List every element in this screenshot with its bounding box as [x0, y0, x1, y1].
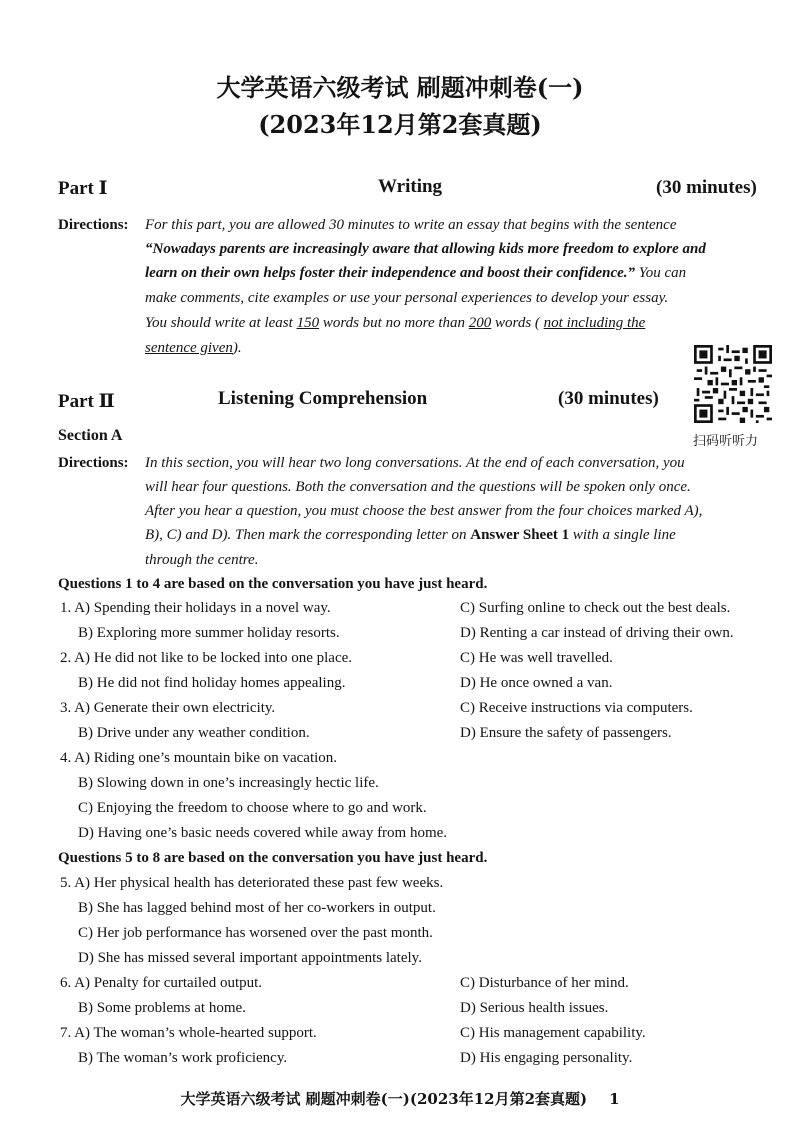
part2-directions-line5: through the centre.: [145, 552, 259, 568]
page-subtitle: (2023年12月第2套真题): [258, 110, 542, 139]
q1-option-c: C) Surfing online to check out the best deals.: [460, 600, 731, 616]
q4-option-c: C) Enjoying the freedom to choose where to go and work.: [78, 800, 427, 816]
part2-time: (30 minutes): [558, 388, 659, 409]
q6-option-b: B) Some problems at home.: [78, 1000, 246, 1016]
q2-option-a: 2. A) He did not like to be locked into one place.: [60, 650, 353, 666]
qr-caption: 扫码听听力: [693, 434, 759, 449]
page-title: 大学英语六级考试 刷题冲刺卷(一): [216, 73, 584, 102]
part2-directions-line4: [145, 527, 676, 544]
part1-directions-line3: [145, 265, 686, 282]
part1-directions-prompt2: learn on their own helps foster their independence and boost their confidence.”: [145, 265, 636, 281]
q4-option-a: 4. A) Riding one’s mountain bike on vacation.: [60, 750, 338, 766]
word-max: 200: [468, 315, 492, 331]
part2-d4-c: with a single line: [569, 527, 676, 543]
question-group-1-heading: Questions 1 to 4 are based on the conversation you have just heard.: [58, 576, 488, 592]
part2-d4-a: B), C) and D). Then mark the corresponding letter on: [145, 527, 471, 543]
part1-directions-line6: [145, 340, 242, 357]
part2-directions-label: Directions:: [58, 455, 129, 471]
part2-directions-line3: After you hear a question, you must choose the best answer from the four choices marked A),: [145, 503, 703, 519]
part1-d5-b: words but no more than: [319, 315, 469, 331]
q3-option-a: 3. A) Generate their own electricity.: [60, 700, 276, 716]
part1-directions-prompt1: “Nowadays parents are increasingly aware that allowing kids more freedom to explore and: [145, 241, 706, 257]
word-min: 150: [296, 315, 320, 331]
q2-option-c: C) He was well travelled.: [460, 650, 613, 666]
page-footer: [0, 1088, 800, 1109]
part1-d6-end: ).: [232, 340, 242, 356]
not-including-note: not including the: [543, 315, 646, 331]
part1-directions-label: Directions:: [58, 217, 129, 233]
part1-directions-line1: For this part, you are allowed 30 minutes to write an essay that begins with the sentence: [145, 217, 677, 233]
page-number: 1: [609, 1090, 620, 1108]
q1-option-b: B) Exploring more summer holiday resorts.: [78, 625, 340, 641]
q4-option-d: D) Having one’s basic needs covered while away from home.: [78, 825, 448, 841]
q3-option-c: C) Receive instructions via computers.: [460, 700, 693, 716]
q5-option-a: 5. A) Her physical health has deteriorated these past few weeks.: [60, 875, 444, 891]
q5-option-d: D) She has missed several important appointments lately.: [78, 950, 422, 966]
part1-time: (30 minutes): [656, 177, 757, 198]
answer-sheet-label: Answer Sheet 1: [470, 527, 570, 543]
q7-option-c: C) His management capability.: [460, 1025, 646, 1041]
q1-option-a: 1. A) Spending their holidays in a novel way.: [60, 600, 331, 616]
part2-directions-line2: will hear four questions. Both the conversation and the questions will be spoken only once.: [145, 479, 691, 495]
q2-option-d: D) He once owned a van.: [460, 675, 613, 691]
part2-directions-line1: In this section, you will hear two long conversations. At the end of each conversation, you: [145, 455, 685, 471]
q4-option-b: B) Slowing down in one’s increasingly hectic life.: [78, 775, 379, 791]
part1-d5-a: You should write at least: [145, 315, 297, 331]
sentence-given-note: sentence given: [145, 340, 233, 356]
footer-text: 大学英语六级考试 刷题冲刺卷(一)(2023年12月第2套真题): [180, 1090, 588, 1108]
question-group-2-heading: Questions 5 to 8 are based on the conversation you have just heard.: [58, 850, 488, 866]
q7-option-a: 7. A) The woman’s whole-hearted support.: [60, 1025, 317, 1041]
section-a-label: Section A: [58, 427, 123, 444]
q3-option-b: B) Drive under any weather condition.: [78, 725, 310, 741]
q2-option-b: B) He did not find holiday homes appealing.: [78, 675, 346, 691]
part2-label: Part Ⅱ: [58, 391, 115, 412]
part1-directions-line3-rest: You can: [635, 265, 687, 281]
q7-option-d: D) His engaging personality.: [460, 1050, 633, 1066]
qr-code-icon[interactable]: [694, 345, 772, 423]
part2-name: Listening Comprehension: [218, 388, 428, 409]
q3-option-d: D) Ensure the safety of passengers.: [460, 725, 672, 741]
part1-directions-line5: [145, 315, 645, 332]
q5-option-b: B) She has lagged behind most of her co-workers in output.: [78, 900, 436, 916]
q5-option-c: C) Her job performance has worsened over the past month.: [78, 925, 433, 941]
q6-option-a: 6. A) Penalty for curtailed output.: [60, 975, 263, 991]
part1-name: Writing: [378, 176, 443, 197]
q7-option-b: B) The woman’s work proficiency.: [78, 1050, 288, 1066]
q1-option-d: D) Renting a car instead of driving their own.: [460, 625, 734, 641]
q6-option-c: C) Disturbance of her mind.: [460, 975, 629, 991]
part1-label: Part Ⅰ: [58, 178, 108, 199]
q6-option-d: D) Serious health issues.: [460, 1000, 609, 1016]
part1-directions-line4: make comments, cite examples or use your personal experiences to develop your essay.: [145, 290, 669, 306]
part1-d5-c: words (: [491, 315, 544, 331]
